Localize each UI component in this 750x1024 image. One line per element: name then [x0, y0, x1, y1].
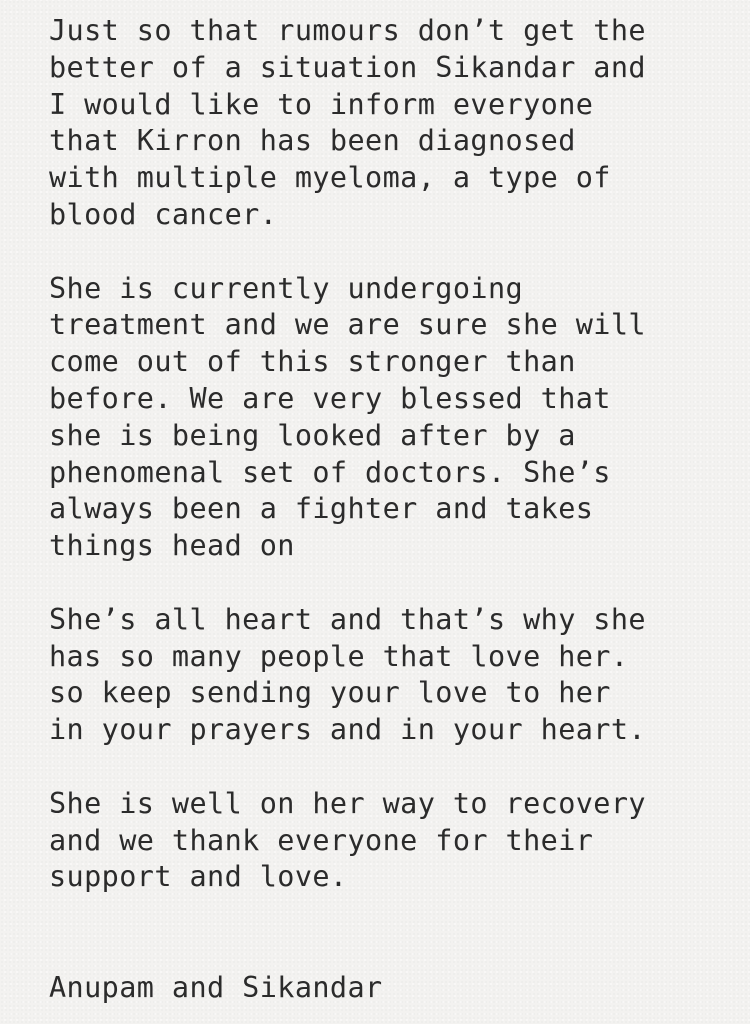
paragraph-recovery: She is well on her way to recovery and we thank everyone for their support and love. — [49, 786, 646, 894]
paragraph-treatment: She is currently undergoing treatment and we are sure she will come out of this stronger than before. We are very blessed that she is being looked after by a phenomenal set of doctors. She’s always been a fighter and takes things head on — [49, 271, 646, 563]
signature: Anupam and Sikandar — [49, 970, 383, 1004]
note-body — [49, 13, 729, 1007]
paragraph-diagnosis: Just so that rumours don’t get the better of a situation Sikandar and I would like to inform everyone that Kirron has been diagnosed with multiple myeloma, a type of blood cancer. — [49, 14, 646, 231]
paragraph-love: She’s all heart and that’s why she has so many people that love her. so keep sending your love to her in your prayers and in your heart. — [49, 602, 646, 747]
